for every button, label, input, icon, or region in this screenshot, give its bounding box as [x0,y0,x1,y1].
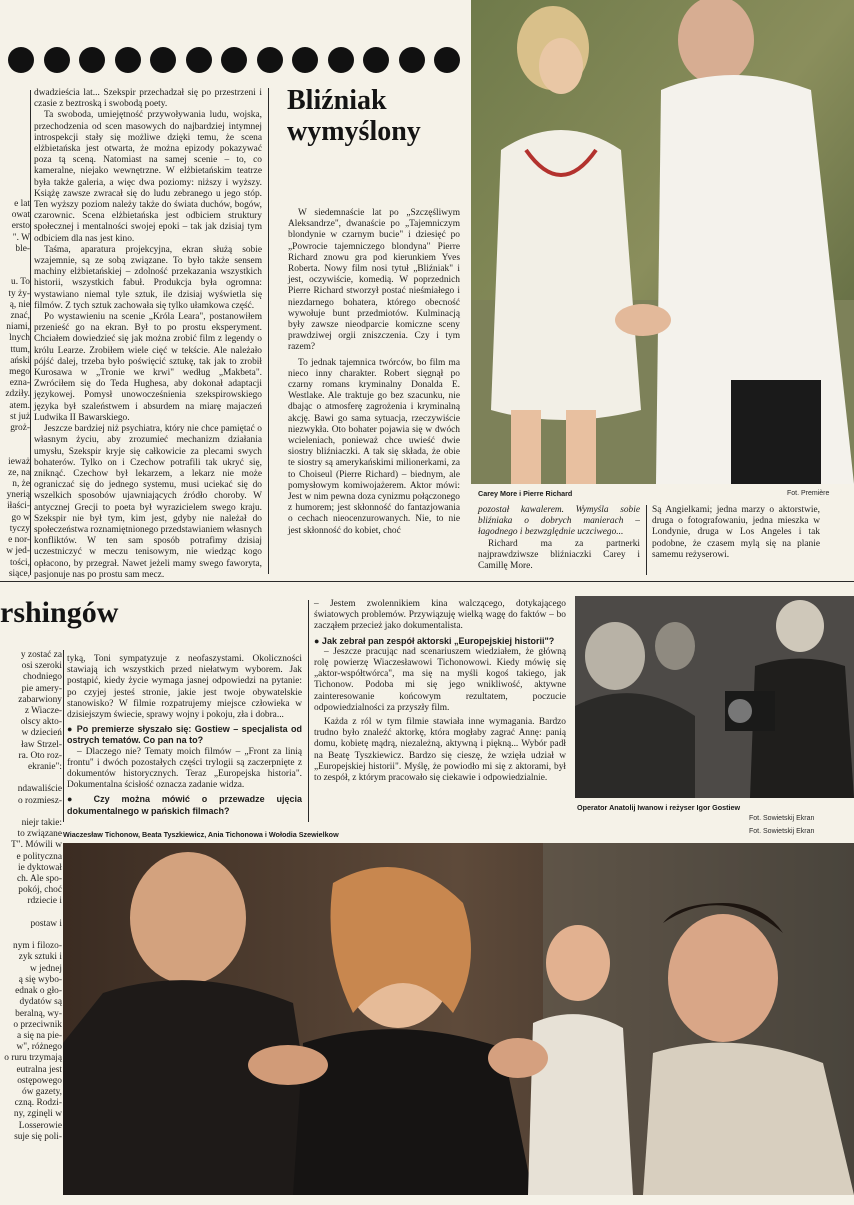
article1-column-5 [652,505,820,575]
edge-text-fragment: w jed- [6,546,30,557]
paragraph: dwadzieścia lat... Szekspir przechadzał się po przestrzeni i czasie z beztroską i swobodą poety. [34,88,262,110]
column-rule-left-bottom [63,650,64,822]
edge-text-fragment: pie amery- [21,683,62,694]
photo-caption-top: Carey More i Pierre Richard [478,489,573,498]
column-rule-left-top [30,90,31,575]
column-rule-mid-top [268,88,269,574]
edge-text-fragment: zyk sztuki i [18,952,62,963]
edge-text-fragment: e polityczna [16,851,62,862]
edge-text-fragment: T". Mówili w [11,840,62,851]
edge-text-fragment: groż- [10,423,30,434]
edge-text-fragment: a się na pie- [16,1030,62,1041]
photo-credit-bottom: Fot. Sowietskij Ekran [749,828,815,835]
edge-text-fragment [0,266,30,277]
edge-text-fragment: st już [9,411,30,422]
photo-placeholder-image [471,0,854,484]
edge-text-fragment: postaw i [30,918,62,929]
edge-text-fragment: w", różnego [16,1042,62,1053]
edge-text-fragment: w dziecień [21,728,62,739]
article1-column-4 [478,505,640,575]
edge-text-fragment: suje się poli- [14,1131,62,1142]
edge-text-fragment: znać, [10,311,30,322]
interview-question: ● Po premierze słyszało się: Gostiew – specjalista od ostrych tematów. Co pan na to? [67,724,302,746]
edge-text-fragment: ieważ [8,456,30,467]
edge-text-fragment: ednak o gło- [15,986,62,997]
edge-text-fragment [0,773,62,784]
article1-main-column [34,88,262,580]
edge-text-fragment [0,908,62,919]
edge-text-fragment: osi szeroki [21,661,62,672]
edge-text-fragment: ław Strzel- [21,739,62,750]
paragraph: Taśma, aparatura projekcyjna, ekran służą sobie wzajemnie, są ze sobą związane. To było także sensem machiny elżbietańskiej – zdolność przekazania wszystkich historii, wszystkich fabuł. Produkcja była ogromna: wystawiano niemal tyle sztuk, ile dzisiaj wyświetla się filmów. Z tych sztuk zachowała się tylko ułamkowa część. [34,244,262,311]
photo-placeholder-image [63,843,854,1195]
section-divider [0,581,854,582]
paragraph: – Jestem zwolennikiem kina walczącego, dotykającego światowych problemów. Przywiązuję wielką wagę do faktów – bo zacząłem przecież jako dokumentalista. [314,599,566,632]
paragraph: – Dlaczego nie? Tematy moich filmów – „Front za linią frontu" i dwóch pozostałych części trylogii są zaczerpnięte z dokumentów historycznych. Teraz „Europejska historia". Dokumentalna ścisłość oznacza zadanie widza. [67,746,302,791]
edge-text-fragment: czną. Rodzi- [14,1098,62,1109]
edge-text-fragment: lnych [9,333,30,344]
edge-text-fragment: o przeciwnik [13,1019,62,1030]
edge-text-fragment [0,255,30,266]
edge-text-fragment: ostępowego [17,1075,62,1086]
edge-text-fragment: eutralna jest [16,1064,62,1075]
edge-text-fragment: ie dyktował [17,862,62,873]
paragraph: Są Angielkami; jedna marzy o aktorstwie, druga o fotografowaniu, jedna mieszka w Londynie, druga w Los Angeles i tak podobne, że czasem mylą się na planie samemu reżyserowi. [652,505,820,560]
article1-title: Bliźniak wymyślony [287,85,421,147]
edge-text-fragment: mego [9,367,30,378]
edge-text-fragment: owat [11,210,30,221]
paragraph: Ta swoboda, umiejętność przywoływania ludu, wojska, przechodzenia od scen masowych do najbardziej intymnej introspekcji stały się możliwe dzięki temu, że scena elżbietańska jest otwarta, że można epizody pokazywać poza tą sceną. Natomiast na samej scenie – to, co kameralne, niejako wewnętrzne. W elżbietańskim teatrze była także galeria, a więc dwa poziomy: niższy i wyższy. Książę zawsze zwracał się do ludu zebranego u jego stóp. Ten wyższy poziom należy także do świata duchów, bogów, czarownic. Scena elżbietańska jest odbiciem struktury społecznej i mentalności swojej epoki – tak jak dzisiaj tym odbiciem dla nas jest kino. [34,110,262,244]
edge-text-fragment: ersto [11,221,30,232]
paragraph: pozostał kawalerem. Wymyśla sobie bliźniaka o dobrych manierach – łagodnego i bezwzględnie uczciwego... [478,505,640,538]
edge-text-fragment: ttum, [10,344,30,355]
edge-text-fragment: atem. [9,400,30,411]
edge-text-fragment [0,930,62,941]
photo-credit-top: Fot. Première [787,490,830,497]
photo-caption-right: Operator Anatolij Iwanow i reżyser Igor Gostiew [577,803,741,812]
photo-credit-right: Fot. Sowietskij Ekran [749,815,815,822]
edge-text-fragment: Losserowie [18,1120,62,1131]
photo-iwanow-gostiew [575,596,854,798]
edge-text-fragment: to związane [17,829,62,840]
edge-text-fragment: olscy akto- [20,717,62,728]
edge-text-fragment: ezna- [9,378,30,389]
edge-text-fragment: ". W [12,232,30,243]
edge-text-fragment: o rozmiesz- [18,795,62,806]
edge-text-fragment: ów gazety, [22,1086,62,1097]
left-edge-fragments-bottom [0,650,62,1148]
edge-text-fragment: go w [11,512,30,523]
paragraph: tyką, Toni sympatyzuje z neofaszystami. Okoliczności stawiają ich wszystkich przed niełatwym wyborem. Jak postąpić, kiedy życie wymaga jasnej odpowiedzi na pytanie: po czyjej jesteś stronie, jakie jest twoje obywatelskie stanowisko? W filmie rozpatrujemy miejsce człowieka w dzisiejszym świecie, sprawy wojny i pokoju, zła i dobra... [67,654,302,721]
paragraph: Jeszcze bardziej niż psychiatra, który nie chce pamiętać o własnym życiu, aby zrozumieć mechanizm działania umysłu, Szekspir kryje się całkowicie za plecami swych bohaterów. Tylko on i Czechow potrafili tak ukryć się, zniknąć. Czechow był lekarzem, a lekarz nie może ograniczać się do jednego systemu, musi uciekać się do wszelkich sposobów ujawniających źródło choroby. W antycznej Grecji to poeta był wyrazicielem swego kraju. Szekspir nie był tym, kim jest, gdyby nie należał do społeczeństwa roznamiętnionego przedstawianiem własnych konfliktów. W ten sam sposób potrafimy dzisiaj uczestniczyć w meczu tenisowym, nie wiedząc kogo opłacono, by przegrał. Nawet jeżeli mamy swego faworyta, pasjonuje nas po prostu sam mecz. [34,424,262,580]
edge-text-fragment: niejr takie: [21,818,62,829]
edge-text-fragment: pokój, choć [18,885,62,896]
column-rule-right-top [646,505,647,575]
edge-text-fragment: ynerią [6,490,30,501]
edge-text-fragment: ra. Oto roz- [18,750,62,761]
edge-text-fragment: ndawaliście [17,784,62,795]
photo-placeholder-image [575,596,854,798]
edge-text-fragment: zdziły. [5,389,30,400]
edge-text-fragment: z Wiacze- [24,706,62,717]
edge-text-fragment: w jednej [29,963,62,974]
edge-text-fragment: ański [10,355,30,366]
edge-text-fragment: ty ży- [8,288,30,299]
edge-text-fragment: ekranie": [27,762,62,773]
edge-text-fragment: ą, nie [9,299,30,310]
article2-column-3 [314,599,566,821]
edge-text-fragment: e lat [14,199,30,209]
edge-text-fragment: tyczy [9,523,30,534]
decorative-dot-row [8,45,460,75]
article2-column-2 [67,654,302,824]
paragraph: Każda z ról w tym filmie stawiała inne wymagania. Bardzo trudno było znaleźć aktorkę, która mogłaby zagrać Annę: panią domu, kobietę mądrą, niezależną, aktywną i piękną... Wybór padł na Beatę Tyszkiewicz. Bardzo się cieszę, że wzięła udział w „Europejskiej historii". Myślę, że powiodło mi się z aktorami, był to zespół, z którym pracowało się ciekawie i odpowiedzialnie. [314,717,566,784]
edge-text-fragment: ze, na [8,467,30,478]
edge-text-fragment: e nor- [8,535,30,546]
edge-text-fragment [0,445,30,456]
paragraph: – Jeszcze pracując nad scenariuszem wiedziałem, że główną rolę powierzę Wiaczesławowi Tichonowowi. Kiedy mówię się „aktor-współtwórca", ma się na myśli kogoś takiego, jak Tichonow. Podoba mi się jego wnikliwość, aktywne zainteresowanie końcowym rezultatem, poczucie odpowiedzialności za przyszły film. [314,646,566,713]
photo-cast-group [63,843,854,1195]
edge-text-fragment [0,434,30,445]
article2-title: rshingów [0,596,119,629]
edge-text-fragment [0,807,62,818]
photo-caption-bottom: Wiaczesław Tichonow, Beata Tyszkiewicz, Ania Tichonowa i Wołodia Szewielkow [63,830,339,839]
edge-text-fragment: chodniego [22,672,62,683]
edge-text-fragment: dydatów są [19,997,62,1008]
edge-text-fragment: siące, [8,568,30,579]
interview-question: ● Jak zebrał pan zespół aktorski „Europejskiej historii"? [314,635,555,646]
paragraph: Richard ma za partnerki najprawdziwsze bliźniaczki Carey i Camillę More. [478,538,640,572]
edge-text-fragment: ny, zginęli w [13,1109,62,1120]
edge-text-fragment: zabarwiony [18,694,62,705]
edge-text-fragment: beralną, wy- [15,1008,62,1019]
edge-text-fragment: niami, [6,322,30,333]
article1-column-3 [288,208,460,570]
left-edge-fragments-top [0,199,30,599]
edge-text-fragment: ch. Ale spo- [16,874,62,885]
photo-carey-more-pierre-richard [471,0,854,484]
edge-text-fragment: tości, [9,557,30,568]
edge-text-fragment: u. To [11,277,30,288]
edge-text-fragment: ble- [15,243,30,254]
paragraph: To jednak tajemnica twórców, bo film ma nieco inny charakter. Robert sięgnął po czarny romans kryminalny Donalda E. Westlake. Ale traktuje go bez szacunku, nie dbając o atmosferę zagrożenia i kryminalną akcję. Bawi go sama sytuacja, rzeczywiście niezwykła. Oto bohater pojawia się w dwóch wcieleniach, ponieważ chce uwieść dwie siostry bliźniaczki. A tak się składa, że obie te siostry są amerykańskimi milionerkami, za to Choiseul (Pierre Richard) – biednym, ale pomysłowym komiwojażerem. Aktor mówi: Jest w nim pewna doza cynizmu połączonego z humorem; jest skłonność do fantazjowania o cechach nieocenzurowanych. Nie, to nie jest skłonność do kobiet, choć [288,357,460,536]
paragraph: Po wystawieniu na scenie „Króla Leara", postanowiłem przenieść go na ekran. Był to po prostu eksperyment. Chciałem dowiedzieć się jak można zrobić film z legendy o królu Learze. Zrobiłem wiele cięć w tekście. Ale należało pójść dalej, trzeba było poświęcić sztukę, tak jak to zrobił Kurosawa w „Tronie we krwi" według „Makbeta". Zwróciłem się do Teda Hughesa, aby dokonał adaptacji językowej. Pomysł unowocześnienia szekspirowskiego języka był szaleństwem i absurdem na miarę majaczeń Ludwika II Bawarskiego. [34,312,262,423]
edge-text-fragment: y zostać za [20,650,62,660]
edge-text-fragment: o ruru trzymają [4,1053,62,1064]
edge-text-fragment: nym i filozo- [13,941,62,952]
edge-text-fragment: n, że [12,479,30,490]
paragraph: W siedemnaście lat po „Szczęśliwym Aleksandrze", dwanaście po „Tajemniczym blondynie w czarnym bucie" i dziesięć po „Powrocie tajemniczego blondyna" Pierre Richard znowu gra pod kierunkiem Yves Roberta. Nowy film nosi tytuł „Bliźniak" i jest, oczywiście, komedią. W poprzednich Pierre Richard stworzył postać nieśmiałego i niezdarnego bohatera, którego obecność wywołuje bunt przedmiotów. Kulminacją były zawsze nieodparcie komiczne sceny prawdziwej orgii zniszczenia. Czy i tym razem? [288,208,460,353]
interview-question: ● Czy można mówić o przewadze ujęcia dokumentalnego w pańskich filmach? [67,794,302,816]
column-rule-mid-bottom [308,600,309,822]
edge-text-fragment: iłaści- [7,501,30,512]
edge-text-fragment: rdziecie i [27,896,62,907]
edge-text-fragment: ą się wybo- [18,974,62,985]
